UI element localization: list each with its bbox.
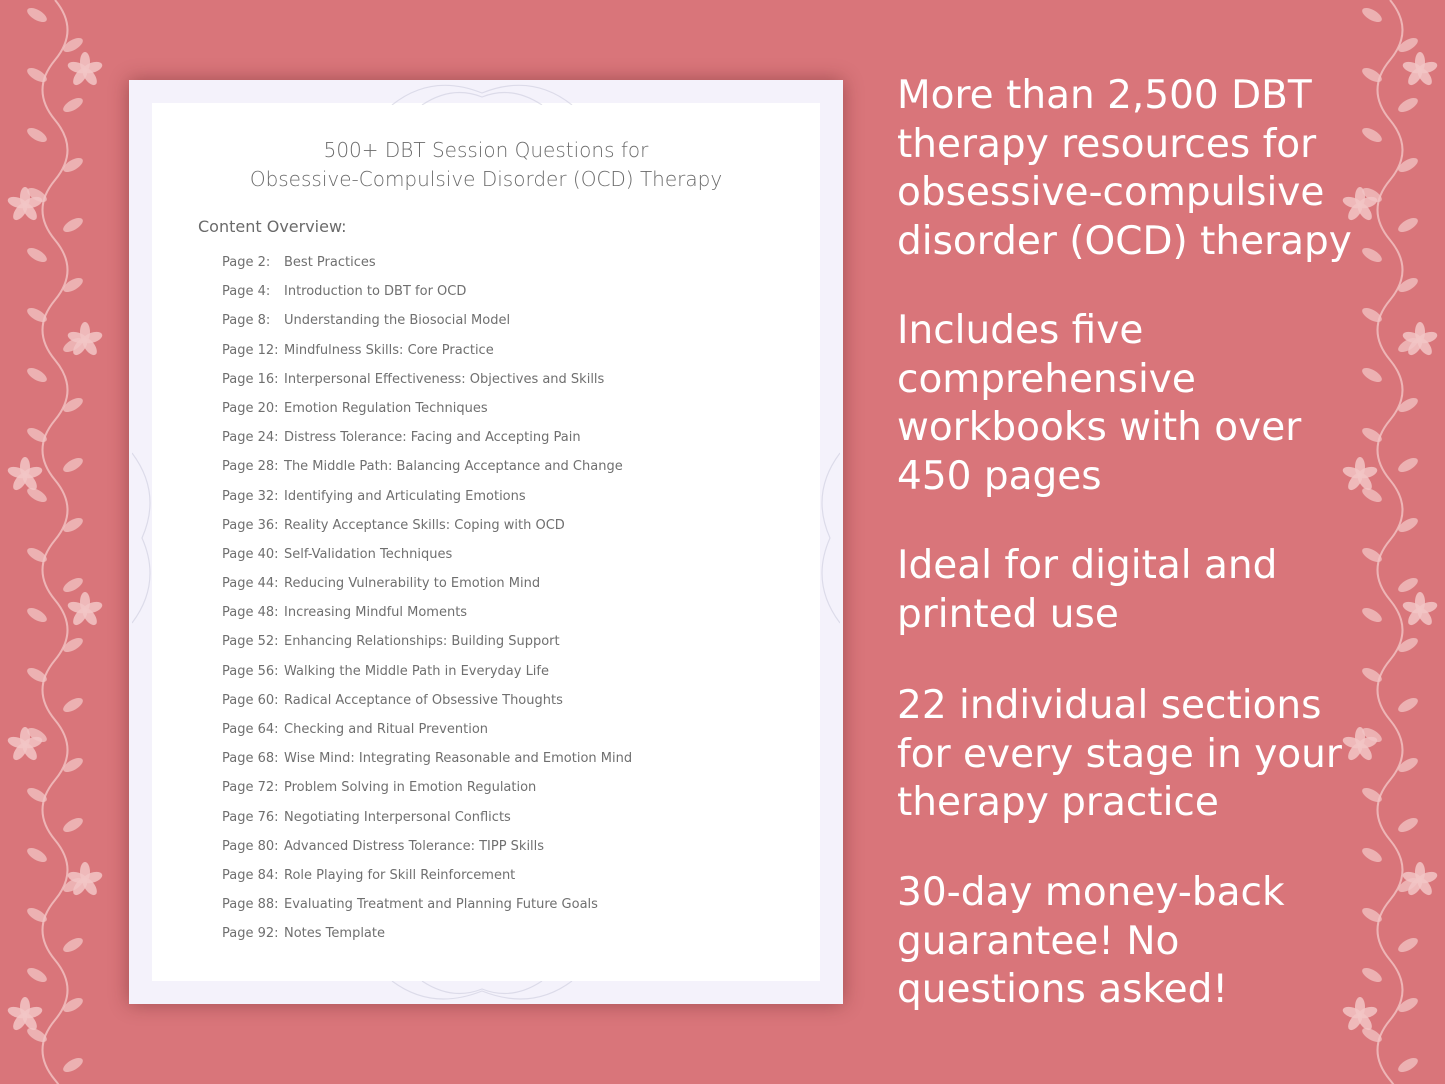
toc-entry: [222, 343, 632, 372]
toc-page-number: Page 48:: [222, 605, 279, 621]
feature-line: comprehensive: [897, 356, 1196, 402]
feature-line: questions asked!: [897, 967, 1229, 1012]
toc-page-number: Page 32:: [222, 488, 279, 504]
toc-entry-title: Self-Validation Techniques: [284, 546, 453, 562]
toc-entry: [222, 634, 632, 663]
mandala-icon: [382, 981, 582, 1003]
toc-page-number: Page 24:: [222, 430, 279, 446]
toc-page-number: Page 40:: [222, 546, 279, 562]
toc-entry-title: Mindfulness Skills: Core Practice: [284, 342, 494, 358]
feature-line: guarantee! No: [897, 918, 1180, 964]
toc-entry: [222, 722, 632, 751]
toc-entry: [222, 372, 632, 401]
feature-block: [897, 307, 1357, 501]
toc-entry-title: Reducing Vulnerability to Emotion Mind: [284, 576, 541, 592]
toc-entry: [222, 810, 632, 839]
toc-entry-title: Best Practices: [284, 255, 376, 270]
toc-entry-title: Introduction to DBT for OCD: [284, 284, 467, 300]
toc-page-number: Page 44:: [222, 576, 279, 592]
toc-entry-title: Distress Tolerance: Facing and Accepting Pain: [284, 430, 581, 446]
mandala-icon: [818, 443, 840, 633]
toc-entry-title: Problem Solving in Emotion Regulation: [284, 780, 537, 796]
feature-line: 450 pages: [897, 453, 1102, 499]
toc-entry: [222, 693, 632, 722]
toc-entry-title: Understanding the Biosocial Model: [284, 313, 511, 329]
toc-page-number: Page 52:: [222, 634, 279, 650]
feature-line: workbooks with over: [897, 405, 1302, 450]
toc-entry: [222, 489, 632, 518]
feature-line: printed use: [897, 591, 1119, 637]
toc-entry: [222, 284, 632, 313]
toc-entry-title: Role Playing for Skill Reinforcement: [284, 867, 516, 883]
toc-entry-title: Interpersonal Effectiveness: Objectives and Skills: [284, 371, 605, 387]
toc-page-number: Page 2:: [222, 255, 271, 270]
toc-entry: [222, 547, 632, 576]
toc-page-number: Page 72:: [222, 780, 279, 796]
document-title: [152, 136, 820, 194]
toc-page-number: Page 92:: [222, 926, 279, 942]
toc-entry-title: Evaluating Treatment and Planning Future Goals: [284, 897, 598, 913]
mandala-icon: [132, 443, 154, 633]
toc-entry: [222, 751, 632, 780]
toc-page-number: Page 12:: [222, 342, 279, 358]
toc-entry: [222, 313, 632, 342]
document-preview: [129, 80, 843, 1004]
toc-entry: [222, 255, 632, 284]
toc-entry: [222, 401, 632, 430]
toc-entry: [222, 897, 632, 926]
toc-entry: [222, 664, 632, 693]
toc-page-number: Page 36:: [222, 517, 279, 533]
toc-page-number: Page 80:: [222, 838, 279, 854]
toc-page-number: Page 28:: [222, 459, 279, 475]
toc-entry-title: Notes Template: [284, 926, 385, 942]
feature-line: 22 individual sections: [897, 683, 1322, 728]
toc-page-number: Page 56:: [222, 663, 279, 679]
feature-block: [897, 682, 1357, 828]
toc-entry: [222, 576, 632, 605]
feature-line: therapy resources for: [897, 121, 1317, 167]
toc-page-number: Page 68:: [222, 751, 279, 767]
table-of-contents: [222, 255, 632, 956]
toc-page-number: Page 4:: [222, 284, 271, 300]
toc-page-number: Page 8:: [222, 313, 271, 329]
toc-entry-title: Negotiating Interpersonal Conflicts: [284, 809, 511, 825]
mandala-icon: [382, 83, 582, 105]
toc-entry: [222, 459, 632, 488]
toc-entry: [222, 839, 632, 868]
toc-page-number: Page 60:: [222, 692, 279, 708]
toc-entry-title: The Middle Path: Balancing Acceptance and Change: [284, 459, 623, 475]
feature-line: More than 2,500 DBT: [897, 73, 1312, 118]
toc-entry-title: Identifying and Articulating Emotions: [284, 488, 526, 504]
toc-entry-title: Increasing Mindful Moments: [284, 605, 468, 621]
toc-entry: [222, 780, 632, 809]
floral-vine-border-left: [0, 0, 110, 1084]
toc-entry-title: Enhancing Relationships: Building Support: [284, 634, 560, 650]
document-title-line-2: Obsessive-Compulsive Disorder (OCD) Therapy: [249, 167, 723, 191]
feature-block: [897, 72, 1357, 266]
toc-entry-title: Reality Acceptance Skills: Coping with OCD: [284, 517, 565, 533]
feature-block: [897, 869, 1357, 1015]
toc-entry-title: Wise Mind: Integrating Reasonable and Emotion Mind: [284, 751, 633, 767]
toc-page-number: Page 84:: [222, 867, 279, 883]
toc-page-number: Page 88:: [222, 897, 279, 913]
document-page: [152, 103, 820, 981]
toc-entry: [222, 518, 632, 547]
toc-page-number: Page 76:: [222, 809, 279, 825]
content-overview-label: Content Overview:: [198, 217, 347, 236]
toc-entry-title: Checking and Ritual Prevention: [284, 722, 489, 737]
feature-block: [897, 542, 1357, 639]
toc-page-number: Page 20:: [222, 400, 279, 416]
toc-entry: [222, 430, 632, 459]
toc-entry-title: Advanced Distress Tolerance: TIPP Skills: [284, 838, 545, 854]
feature-line: Ideal for digital and: [897, 543, 1278, 588]
feature-line: Includes five: [897, 308, 1144, 353]
toc-entry: [222, 868, 632, 897]
toc-entry: [222, 605, 632, 634]
feature-line: 30-day money-back: [897, 870, 1285, 915]
toc-entry-title: Walking the Middle Path in Everyday Life: [284, 663, 549, 679]
toc-entry: [222, 926, 632, 955]
document-title-line-1: 500+ DBT Session Questions for: [323, 138, 649, 162]
feature-line: disorder (OCD) therapy: [897, 218, 1352, 264]
toc-entry-title: Radical Acceptance of Obsessive Thoughts: [284, 692, 563, 708]
feature-line: obsessive-compulsive: [897, 170, 1325, 215]
feature-line: for every stage in your: [897, 731, 1342, 777]
toc-entry-title: Emotion Regulation Techniques: [284, 400, 488, 416]
toc-page-number: Page 16:: [222, 371, 279, 387]
feature-line: therapy practice: [897, 780, 1219, 825]
toc-page-number: Page 64:: [222, 722, 279, 737]
